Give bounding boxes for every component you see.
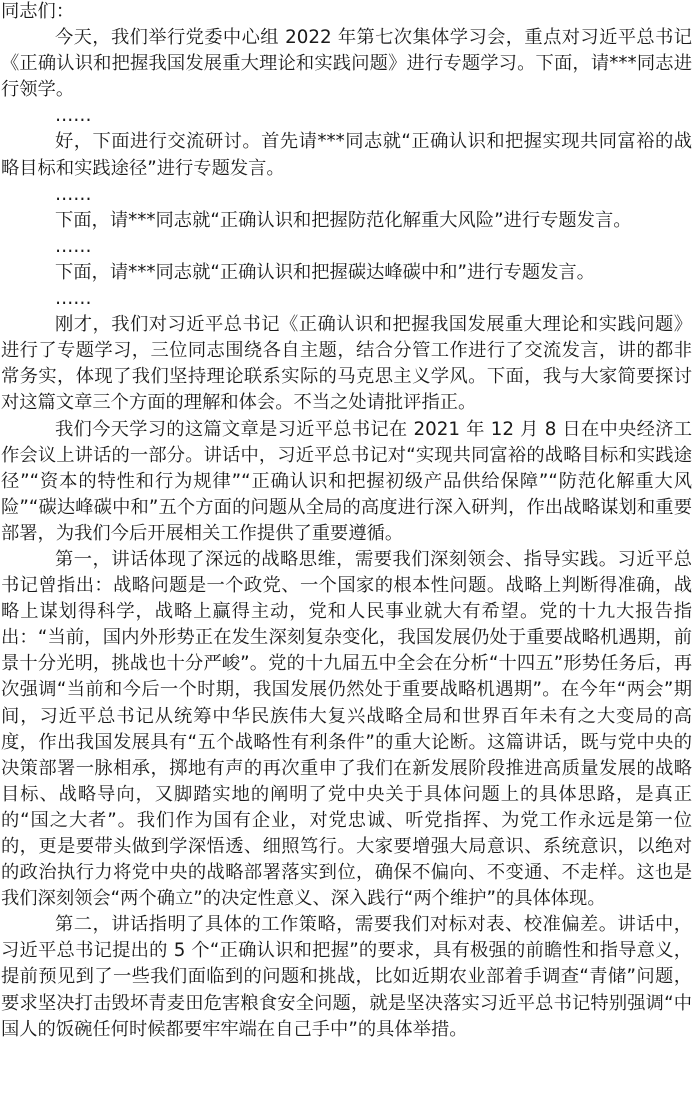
paragraph-article-background: 我们今天学习的这篇文章是习近平总书记在 2021 年 12 月 8 日在中央经济工作会议上讲话的一部分。讲话中，习近平总书记对“实现共同富裕的战略目标和实践途径”“资本的特性和行为规律”“正确认识和把握初级产品供给保障”“防范化解重大风险”“碳达峰碳中和”五个方面的问题从全局的高度进行深入研判，作出战略谋划和重要部署，为我们今后开展相关工作提供了重要遵循。 <box>1 418 692 544</box>
paragraph-carbon-speech: 下面，请***同志就“正确认识和把握碳达峰碳中和”进行专题发言。 <box>54 261 595 283</box>
ellipsis: …… <box>54 183 92 205</box>
ellipsis: …… <box>54 105 92 127</box>
document-body <box>1 0 692 1043</box>
paragraph-risk-speech: 下面，请***同志就“正确认识和把握防范化解重大风险”进行专题发言。 <box>54 209 632 231</box>
paragraph-point-two: 第二，讲话指明了具体的工作策略，需要我们对标对表、校准偏差。讲话中，习近平总书记提出的 5 个“正确认识和把握”的要求，具有极强的前瞻性和指导意义，提前预见到了一些我们面临到的问题和挑战，比如近期农业部着手调查“青储”问题，要求坚决打击毁坏青麦田危害粮食安全问题，就是坚决落实习近平总书记特别强调“中国人的饭碗任何时候都要牢牢端在自己手中”的具体举措。 <box>1 914 692 1040</box>
paragraph-discussion-intro: 好，下面进行交流研讨。首先请***同志就“正确认识和把握实现共同富裕的战略目标和实践途径”进行专题发言。 <box>1 131 692 179</box>
paragraph-opening: 今天，我们举行党委中心组 2022 年第七次集体学习会，重点对习近平总书记《正确认识和把握我国发展重大理论和实践问题》进行专题学习。下面，请***同志进行领学。 <box>1 27 692 101</box>
salutation: 同志们： <box>1 1 75 22</box>
paragraph-summary: 刚才，我们对习近平总书记《正确认识和把握我国发展重大理论和实践问题》进行了专题学习，三位同志围绕各自主题，结合分管工作进行了交流发言，讲的都非常务实，体现了我们坚持理论联系实际的马克思主义学风。下面，我与大家简要探讨对这篇文章三个方面的理解和体会。不当之处请批评指正。 <box>1 314 692 414</box>
ellipsis: …… <box>54 235 92 257</box>
paragraph-point-one: 第一，讲话体现了深远的战略思维，需要我们深刻领会、指导实践。习近平总书记曾指出：战略问题是一个政党、一个国家的根本性问题。战略上判断得准确，战略上谋划得科学，战略上赢得主动，党和人民事业就大有希望。党的十九大报告指出：“当前，国内外形势正在发生深刻复杂变化，我国发展仍处于重要战略机遇期，前景十分光明，挑战也十分严峻”。党的十九届五中全会在分析“十四五”形势任务后，再次强调“当前和今后一个时期，我国发展仍然处于重要战略机遇期”。在今年“两会”期间，习近平总书记从统筹中华民族伟大复兴战略全局和世界百年未有之大变局的高度，作出我国发展具有“五个战略性有利条件”的重大论断。这篇讲话，既与党中央的决策部署一脉相承，掷地有声的再次重申了我们在新发展阶段推进高质量发展的战略目标、战略导向，又脚踏实地的阐明了党中央关于具体问题上的具体思路，是真正的“国之大者”。我们作为国有企业，对党忠诚、听党指挥、为党工作永远是第一位的，更是要带头做到学深悟透、细照笃行。大家要增强大局意识、系统意识，以绝对的政治执行力将党中央的战略部署落实到位，确保不偏向、不变通、不走样。这也是我们深刻领会“两个确立”的决定性意义、深入践行“两个维护”的具体体现。 <box>1 548 692 910</box>
ellipsis: …… <box>54 288 92 310</box>
